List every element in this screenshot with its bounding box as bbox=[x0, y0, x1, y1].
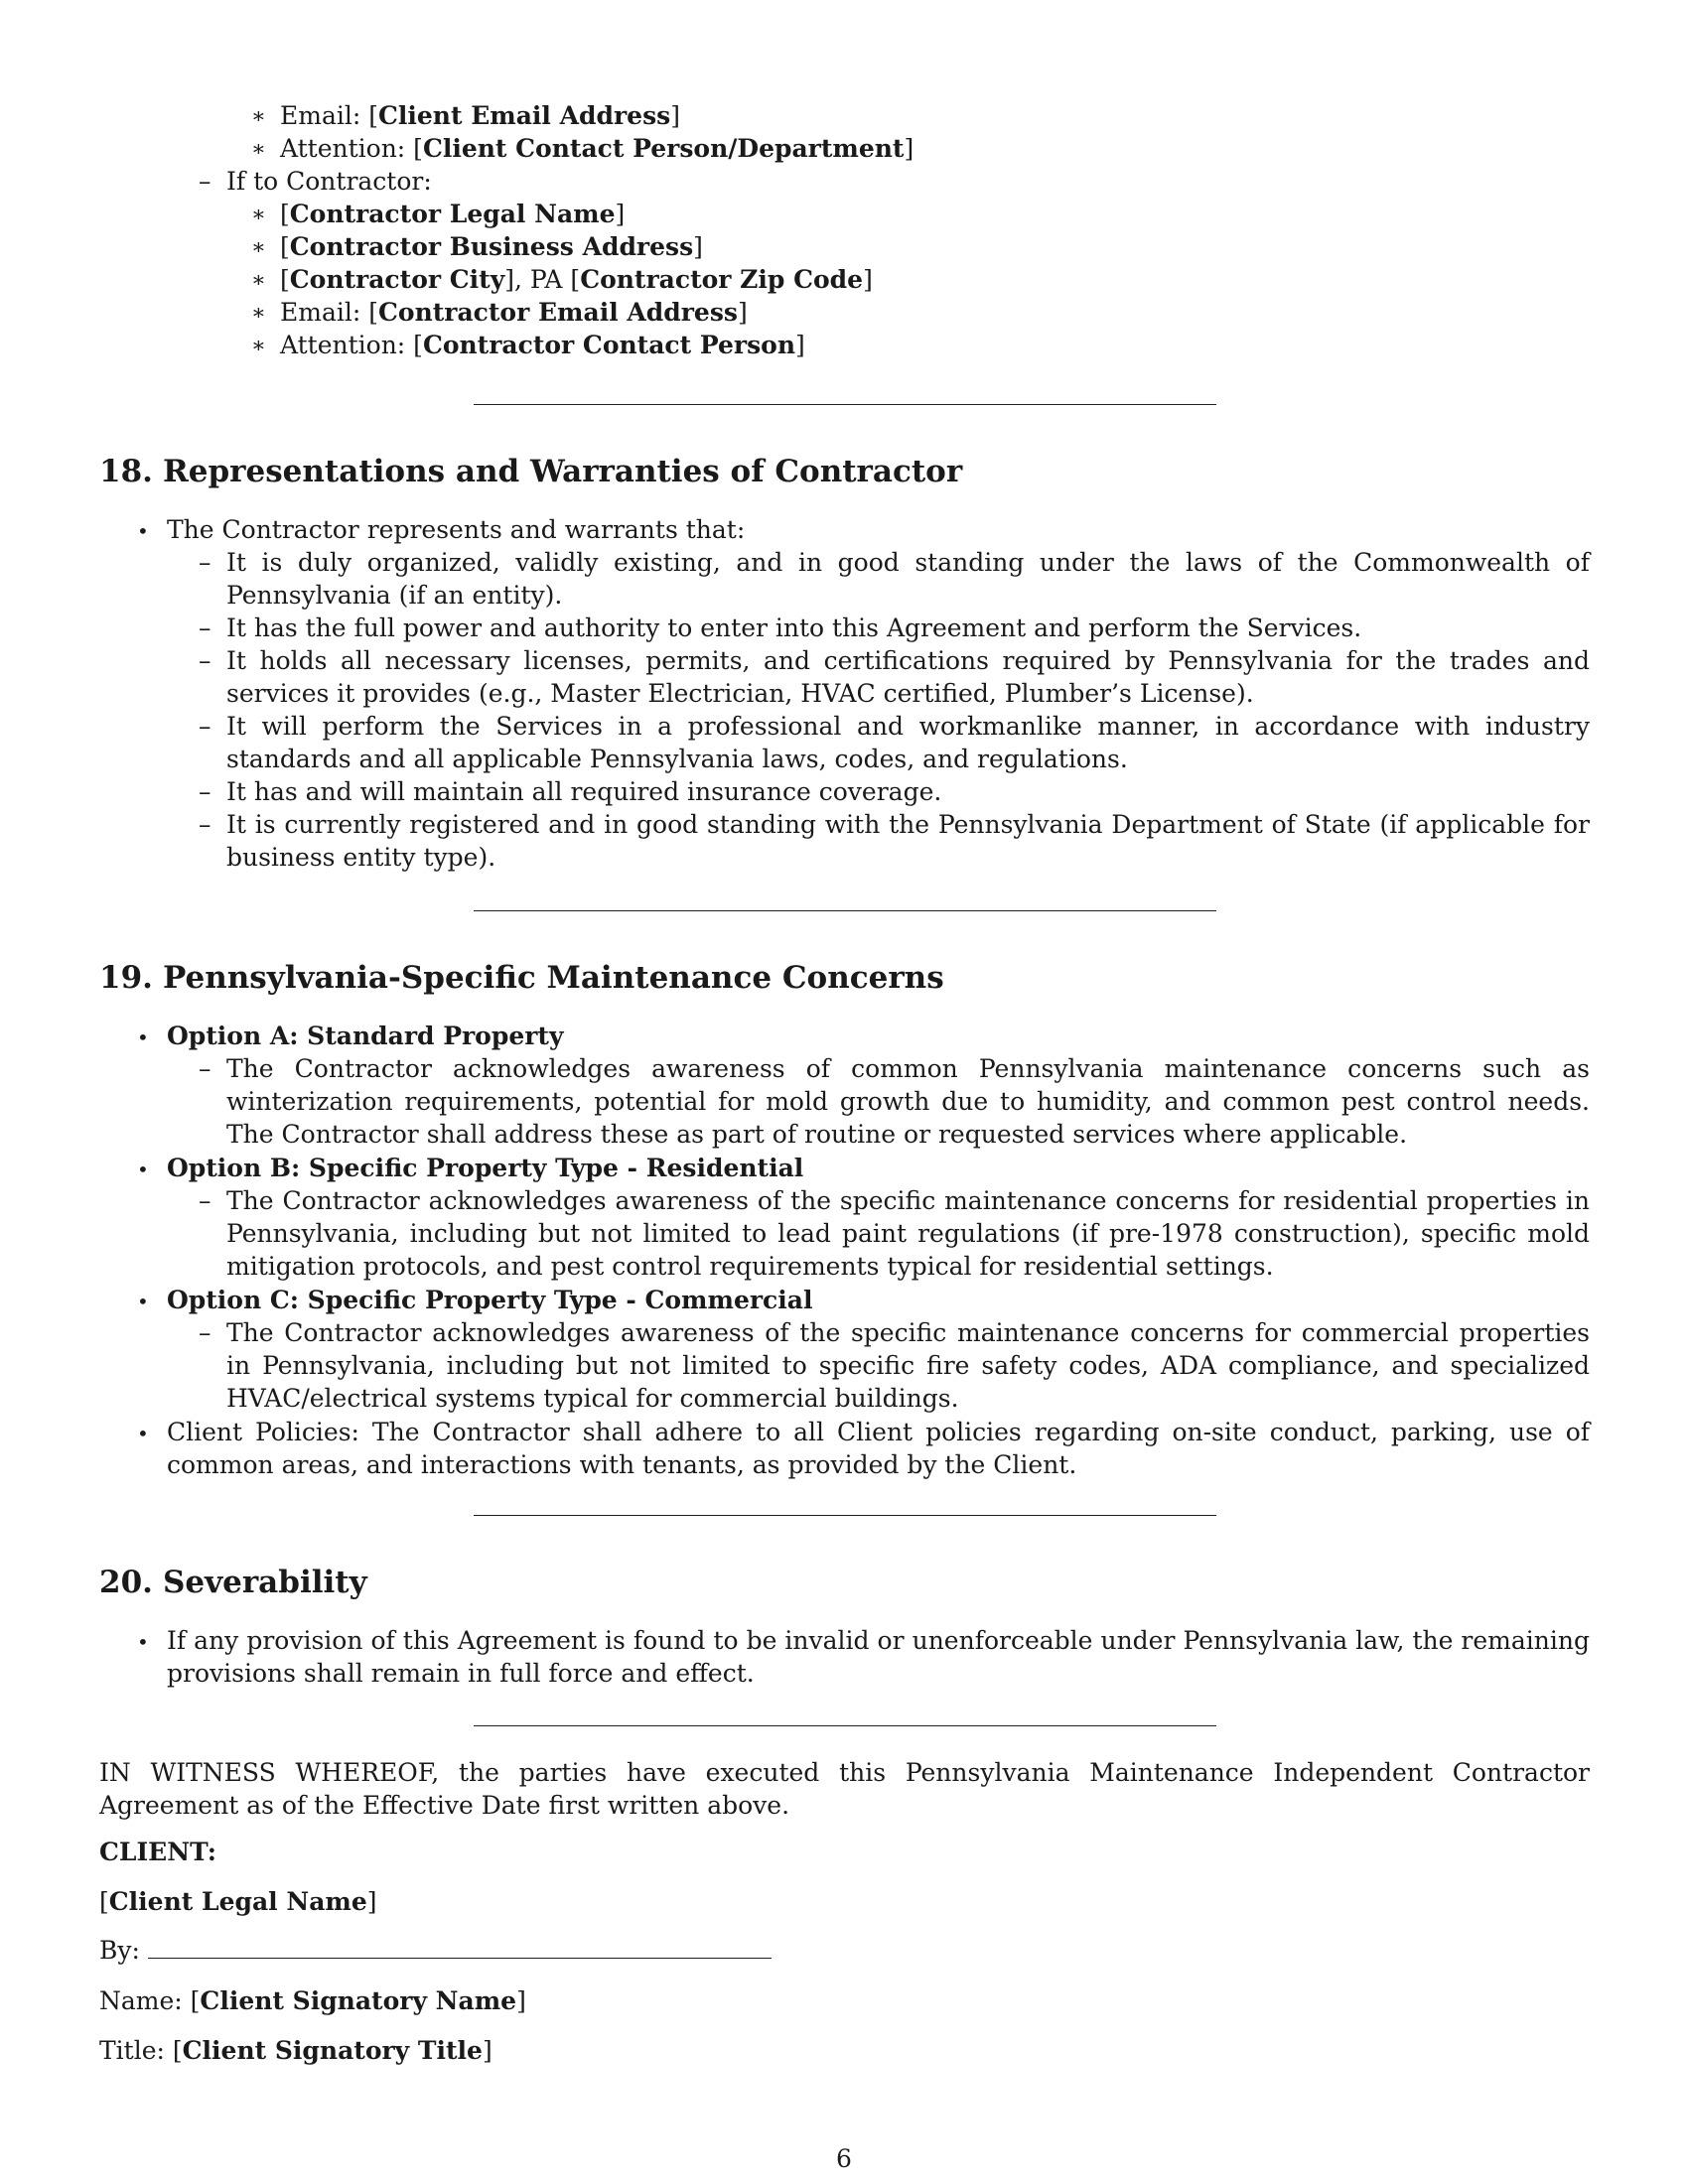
section-divider bbox=[474, 1725, 1216, 1726]
bullet-star: ∗ bbox=[251, 334, 266, 358]
client-attention-line: Attention: [Client Contact Person/Department] bbox=[280, 134, 914, 163]
client-email-line: Email: [Client Email Address] bbox=[280, 101, 680, 130]
section-18-heading: 18. Representations and Warranties of Contractor bbox=[99, 454, 963, 489]
bullet-dot: • bbox=[137, 1290, 149, 1313]
bullet-dash: – bbox=[199, 810, 211, 839]
bullet-dash: – bbox=[199, 548, 211, 577]
signature-field[interactable] bbox=[148, 1936, 772, 1959]
option-a-text: The Contractor acknowledges awareness of common Pennsylvania maintenance concerns such as winterization requirements, potential for mold growth due to humidity, and common pest control needs. The Contractor shall address these as part of routine or requested services where applicable. bbox=[226, 1054, 1590, 1149]
option-b-title: Option B: Specific Property Type - Residential bbox=[167, 1154, 804, 1182]
contractor-address-line: [Contractor Business Address] bbox=[280, 232, 703, 261]
bullet-dash: – bbox=[199, 1318, 211, 1347]
bullet-dash: – bbox=[199, 1186, 211, 1215]
severability-text: If any provision of this Agreement is found to be invalid or unenforceable under Pennsylvania law, the remaining provisions shall remain in full force and effect. bbox=[167, 1626, 1590, 1688]
bullet-dot: • bbox=[137, 519, 149, 543]
bullet-dash: – bbox=[199, 167, 211, 196]
contractor-city-line: [Contractor City], PA [Contractor Zip Code] bbox=[280, 265, 873, 294]
bullet-star: ∗ bbox=[251, 104, 266, 129]
bullet-star: ∗ bbox=[251, 235, 266, 260]
section-divider bbox=[474, 1515, 1216, 1516]
bullet-dot: • bbox=[137, 1158, 149, 1181]
signatory-title-line: Title: [Client Signatory Title] bbox=[99, 2036, 492, 2065]
warranty-item: It has the full power and authority to enter into this Agreement and perform the Services. bbox=[226, 614, 1362, 642]
bullet-dash: – bbox=[199, 1054, 211, 1083]
contractor-attention-line: Attention: [Contractor Contact Person] bbox=[280, 331, 805, 359]
warranty-item: It has and will maintain all required insurance coverage. bbox=[226, 777, 942, 806]
warranty-item: It holds all necessary licenses, permits, and certifications required by Pennsylvania for the trades and services it provides (e.g., Master Electrician, HVAC certified, Plumber’s License). bbox=[226, 646, 1590, 708]
contractor-email-line: Email: [Contractor Email Address] bbox=[280, 298, 748, 327]
client-legal-name-line: [Client Legal Name] bbox=[99, 1887, 377, 1916]
bullet-dash: – bbox=[199, 646, 211, 675]
bullet-star: ∗ bbox=[251, 301, 266, 326]
bullet-star: ∗ bbox=[251, 268, 266, 293]
bullet-dot: • bbox=[137, 1422, 149, 1445]
option-c-text: The Contractor acknowledges awareness of the specific maintenance concerns for commercial properties in Pennsylvania, including but not limited to specific fire safety codes, ADA compliance, and specialized HVAC/electrical systems typical for commercial buildings. bbox=[226, 1318, 1590, 1413]
bullet-star: ∗ bbox=[251, 137, 266, 162]
page-number: 6 bbox=[836, 2144, 852, 2173]
option-b-text: The Contractor acknowledges awareness of the specific maintenance concerns for residential properties in Pennsylvania, including but not limited to lead paint regulations (if pre-1978 construction), specific mold mitigation protocols, and pest control requirements typical for residential settings. bbox=[226, 1186, 1590, 1281]
warranty-item: It is currently registered and in good standing with the Pennsylvania Department of State (if applicable for business entity type). bbox=[226, 810, 1590, 872]
bullet-dot: • bbox=[137, 1630, 149, 1654]
option-c-title: Option C: Specific Property Type - Commercial bbox=[167, 1286, 813, 1314]
contractor-name-line: [Contractor Legal Name] bbox=[280, 200, 626, 228]
bullet-dash: – bbox=[199, 712, 211, 741]
bullet-dot: • bbox=[137, 1025, 149, 1049]
section-divider bbox=[474, 910, 1216, 911]
client-policies-text: Client Policies: The Contractor shall adhere to all Client policies regarding on-site conduct, parking, use of common areas, and interactions with tenants, as provided by the Client. bbox=[167, 1418, 1590, 1479]
bullet-dash: – bbox=[199, 777, 211, 806]
section-20-heading: 20. Severability bbox=[99, 1565, 367, 1600]
section-19-heading: 19. Pennsylvania-Specific Maintenance Concerns bbox=[99, 960, 944, 996]
signatory-name-line: Name: [Client Signatory Name] bbox=[99, 1986, 526, 2015]
client-heading: CLIENT: bbox=[99, 1838, 217, 1866]
witness-text: IN WITNESS WHEREOF, the parties have executed this Pennsylvania Maintenance Independent Contractor Agreement as of the Effective Date first written above. bbox=[99, 1758, 1590, 1820]
signature-line: By: bbox=[99, 1934, 772, 1967]
option-a-title: Option A: Standard Property bbox=[167, 1022, 564, 1050]
bullet-dash: – bbox=[199, 614, 211, 642]
bullet-star: ∗ bbox=[251, 203, 266, 227]
section-divider bbox=[474, 404, 1216, 405]
contractor-intro: If to Contractor: bbox=[226, 167, 432, 196]
warranty-item: It is duly organized, validly existing, and in good standing under the laws of the Commonwealth of Pennsylvania (if an entity). bbox=[226, 548, 1590, 610]
section-18-intro: The Contractor represents and warrants that: bbox=[167, 515, 746, 544]
warranty-item: It will perform the Services in a professional and workmanlike manner, in accordance with industry standards and all applicable Pennsylvania laws, codes, and regulations. bbox=[226, 712, 1590, 773]
